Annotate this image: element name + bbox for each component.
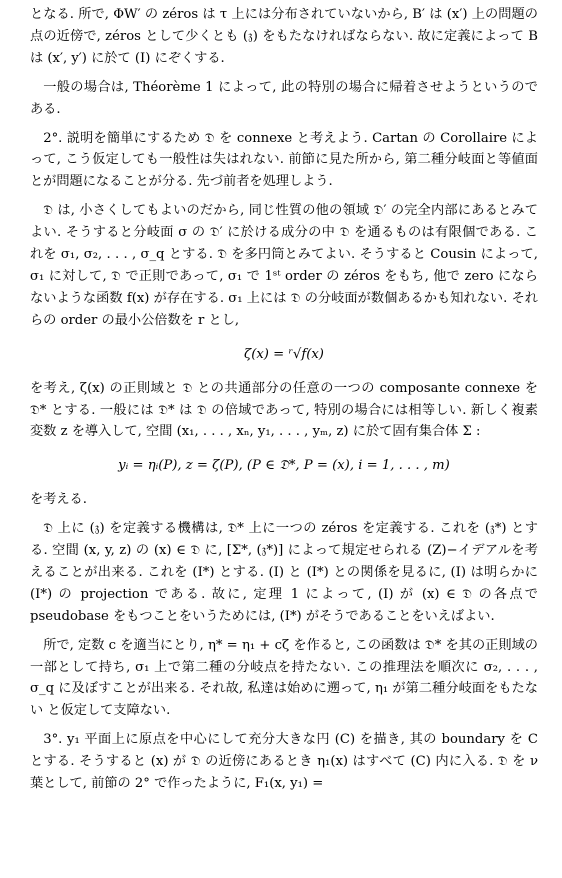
display-equation-zeta: ζ(x) = ʳ√f(x): [244, 346, 324, 362]
paragraph-8: 所で, 定数 c を適当にとり, η* = η₁ + cζ を作ると, この函数は 𝔇* を其の正則域の一部として持ち, σ₁ 上で第二種の分岐点を持たない. この推理法を順次に σ₂, . . . , σ_q に及ぼすことが出来る. それ故, 私達は始めに遡って, η₁ が第二種分岐面をもたない と仮定して支障ない.: [30, 637, 538, 719]
paragraph-5: を考え, ζ(x) の正則域と 𝔇 との共通部分の任意の一つの composante connexe を 𝔇* とする. 一般には 𝔇* は 𝔇 の倍域であって, 特別の場合には相等しい. 新しく複素変数 z を導入して, 空間 (x₁, . . . , xₙ, y₁, . . . , yₘ, z) に於て固有集合体 Σ :: [30, 380, 538, 440]
paragraph-7: 𝔇 上に (𝔷) を定義する機構は, 𝔇* 上に一つの zéros を定義する. これを (𝔷*) とする. 空間 (x, y, z) の (x) ∈ 𝔇 に, [Σ*, (𝔷*)] によって規定せられる (Z)−イデアルを考えることが出来る. これを (I*) とする. (I) と (I*) との関係を見るに, (I) は明らかに (I*) の projection である. 故に, 定理 1 によって, (I) が (x) ∈ 𝔇 の各点で pseudobase をもつことをいうためには, (I*) がそうであることをいえばよい.: [30, 521, 538, 624]
display-equation-sigma: yᵢ = ηᵢ(P), z = ζ(P), (P ∈ 𝔇*, P = (x), i = 1, . . . , m): [118, 458, 450, 474]
paragraph-2: 一般の場合は, Théorème 1 によって, 此の特別の場合に帰着させようというのである.: [30, 79, 538, 117]
section-2-paragraph: 2°. 説明を簡単にするため 𝔇 を connexe と考えよう. Cartan の Corollaire によって, こう仮定しても一般性は失はれない. 前節に見た所から, 第二種分岐面と等値面とが問題になることが分る. 先づ前者を処理しよう.: [30, 130, 538, 190]
paragraph-1: となる. 所で, ΦW′ の zéros は τ 上には分布されていないから, B′ は (x′) 上の問題の点の近傍で, zéros として少くとも (𝔷) をもたなければならない. 故に定義によって B は (x′, y′) に於て (I) にぞくする.: [30, 7, 538, 66]
section-3-paragraph: 3°. y₁ 平面上に原点を中心にして充分大きな円 (C) を描き, 其の boundary を C とする. そうすると (x) が 𝔇 の近傍にあるとき η₁(x) はすべて (C) 内に入る. 𝔇 を ν 葉として, 前節の 2° で作ったように, F₁(x, y₁) =: [30, 732, 538, 792]
paragraph-6: を考える.: [30, 492, 87, 508]
paragraph-4: 𝔇 は, 小さくしてもよいのだから, 同じ性質の他の領域 𝔇′ の完全内部にあるとみてよい. そうすると分岐面 σ の 𝔇′ に於ける成分の中 𝔇 を通るものは有限個である. これを σ₁, σ₂, . . . , σ_q とする. 𝔇 を多円筒とみてよい. そうすると Cousin によって, σ₁ に対して, 𝔇 で正則であって, σ₁ で 1ˢᵗ order の zéros をもち, 他で zero にならないような函数 f(x) が存在する. σ₁ 上には 𝔇 の分岐面が数個あるかも知れない. それらの order の最小公倍数を r とし,: [30, 203, 538, 328]
